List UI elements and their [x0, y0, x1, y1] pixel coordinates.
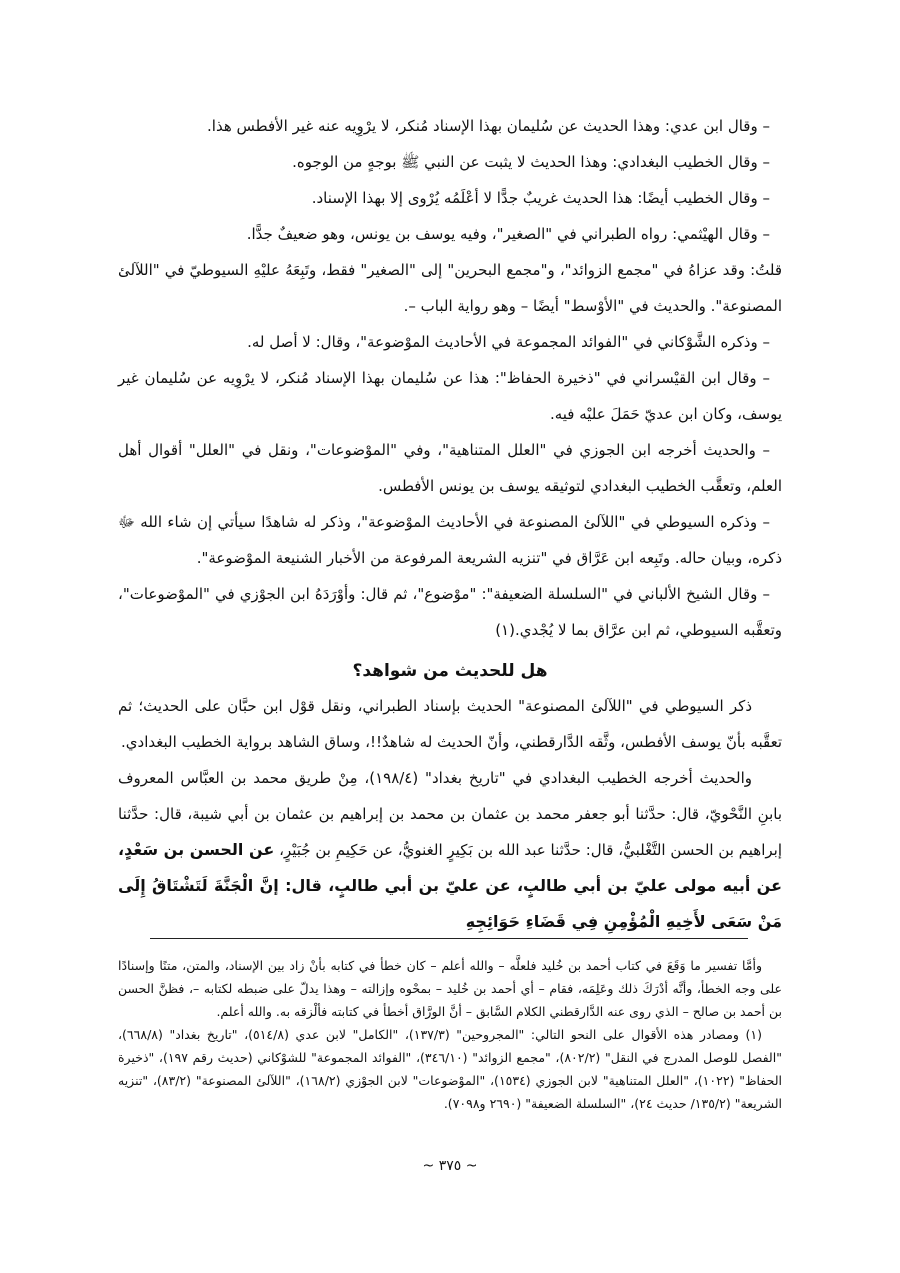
paragraph: – والحديث أخرجه ابن الجوزي في "العلل المتناهية"، وفي "الموْضوعات"، ونقل في "العلل" أقوال أهل العلم، وتعقَّب الخطيب البغدادي لتوثيقه يوسف بن يونس الأفطس.: [118, 441, 782, 495]
footnote-1: (١) ومصادر هذه الأقوال على النحو التالي: "المجروحين" (١٣٧/٣)، "الكامل" لابن عدي (٥١٤/٨)، "تاريخ بغداد" (٦٦٨/٨)، "الفصل للوصل المدرج في النقل" (٨٠٢/٢)، "مجمع الزوائد" (٣٤٦/١٠)، "الفوائد المجموعة" للشوْكاني (حديث رقم ١٩٧)، "ذخيرة الحفاظ" (١٠٢٢)، "العلل المتناهية" لابن الجوزي (١٥٣٤)، "الموْضوعات" لابن الجوْزي (١٦٨/٢)، "اللآلئ المصنوعة" (٨٣/٢)، "تنزيه الشريعة" (١٣٥/٢/ حديث ٢٤)، "السلسلة الضعيفة" (٢٦٩٠ و٧٠٩٨).: [118, 1027, 782, 1111]
paragraph: – وقال الهيْثمي: رواه الطبراني في "الصغير"، وفيه يوسف بن يونس، وهو ضعيفٌ جدًّا.: [246, 225, 770, 243]
paragraph: – وقال الخطيب أيضًا: هذا الحديث غريبٌ جدًّا لا أعْلَمُه يُرْوى إلا بهذا الإسناد.: [311, 189, 770, 207]
paragraph: – وقال ابن القيْسراني في "ذخيرة الحفاظ": هذا عن سُليمان بهذا الإسناد مُنكر، لا يرْوِيه عن سُليمان غير يوسف، وكان ابن عديّ حَمَلَ عليْه فيه.: [118, 369, 782, 423]
paragraph: – وذكره الشَّوْكاني في "الفوائد المجموعة في الأحاديث الموْضوعة"، وقال: لا أصل له.: [247, 333, 770, 351]
paragraph: – وقال الخطيب البغدادي: وهذا الحديث لا يثبت عن النبي ﷺ بوجهٍ من الوجوه.: [292, 153, 770, 171]
paragraph: قلتُ: وقد عزاهُ في "مجمع الزوائد"، و"مجمع البحرين" إلى "الصغير" فقط، وتَبِعَهُ عليْهِ السيوطيّ في "اللآلئ المصنوعة". والحديث في "الأوْسط" أيضًا – وهو رواية الباب –.: [118, 261, 782, 315]
hadith-text: عن الحسن بن سَعْدٍ، عن أبيه مولى عليّ بن أبي طالبٍ، عن عليّ بن أبي طالبٍ، قال: إنَّ الْجَنَّةَ لَتَشْتَاقُ إِلَى مَنْ سَعَى لأَخِيهِ الْمُؤْمِنِ فِي قَضَاءِ حَوَائِجِهِ: [118, 840, 782, 931]
paragraph: – وقال ابن عدي: وهذا الحديث عن سُليمان بهذا الإسناد مُنكر، لا يرْوِيه عنه غير الأفطس هذا.: [207, 117, 770, 135]
isnad-text: والحديث أخرجه الخطيب البغدادي في "تاريخ بغداد" (١٩٨/٤)، مِنْ طريق محمد بن العبَّاس المعروف بابنِ النَّحْويّ، قال: حدَّثنا أبو جعفر محمد بن عثمان بن محمد بن إبراهيم بن عثمان بن أبي شيبة، قال: حدَّثنا إبراهيم بن الحسن التَّغْلبيُّ، قال: حدَّثنا عبد الله بن بَكِيرٍ الغنويُّ، عن حَكِيمِ بن جُبَيْرٍ،: [118, 769, 782, 859]
footnotes: [118, 954, 782, 1115]
paragraph: – وذكره السيوطي في "اللآلئ المصنوعة في الأحاديث الموْضوعة"، وذكر له شاهدًا سيأتي إن شاء الله ﷻ ذكره، وبيان حاله. وتَبِعه ابن عَرَّاق في "تنزيه الشريعة المرفوعة من الأخبار الشنيعة الموْضوعة".: [118, 513, 782, 567]
footnote-carryover: وأمَّا تفسير ما وَقَعَ في كتاب أحمد بن خُليد فلعلَّه – والله أعلم – كان خطأ في كتابه بأنْ زاد بين الإسناد، والمتن، متنًا وإسنادًا على وجه الخطأ، وأنَّه أدْرَكَ ذلك وعَلِمَه، فقام – أي أحمد بن خُليد – بمحْوه وإزالته – وهذا يدلّ على ضبطه لكتابه –، فظنَّ الحسن بن أحمد بن صالح – الذي روى عنه الدَّارقطني الكلام السَّابق – أنَّ الورَّاق أخطأ في كتابته فألْزقه به. والله أعلم.: [118, 958, 782, 1019]
page-number: ~ ٣٧٥ ~: [422, 1158, 478, 1174]
paragraph: – وقال الشيخ الألباني في "السلسلة الضعيفة": "موْضوع"، ثم قال: وأوْرَدَهُ ابن الجوْزي في "الموْضوعات"، وتعقَّبه السيوطي، ثم ابن عرَّاق بما لا يُجْدي.(١): [118, 585, 782, 639]
main-text: [118, 108, 782, 940]
section-heading: هل للحديث من شواهد؟: [352, 661, 548, 681]
paragraph: [118, 760, 782, 940]
paragraph: ذكر السيوطي في "اللآلئ المصنوعة" الحديث بإسناد الطبراني، ونقل قوْل ابن حبَّان على الحديث؛ ثم تعقَّبه بأنّ يوسف الأفطس، وثَّقه الدَّارقطني، وأنّ الحديث له شاهدٌ!!، وساق الشاهد برواية الخطيب البغدادي.: [118, 697, 782, 751]
footnote-divider: [150, 938, 748, 939]
